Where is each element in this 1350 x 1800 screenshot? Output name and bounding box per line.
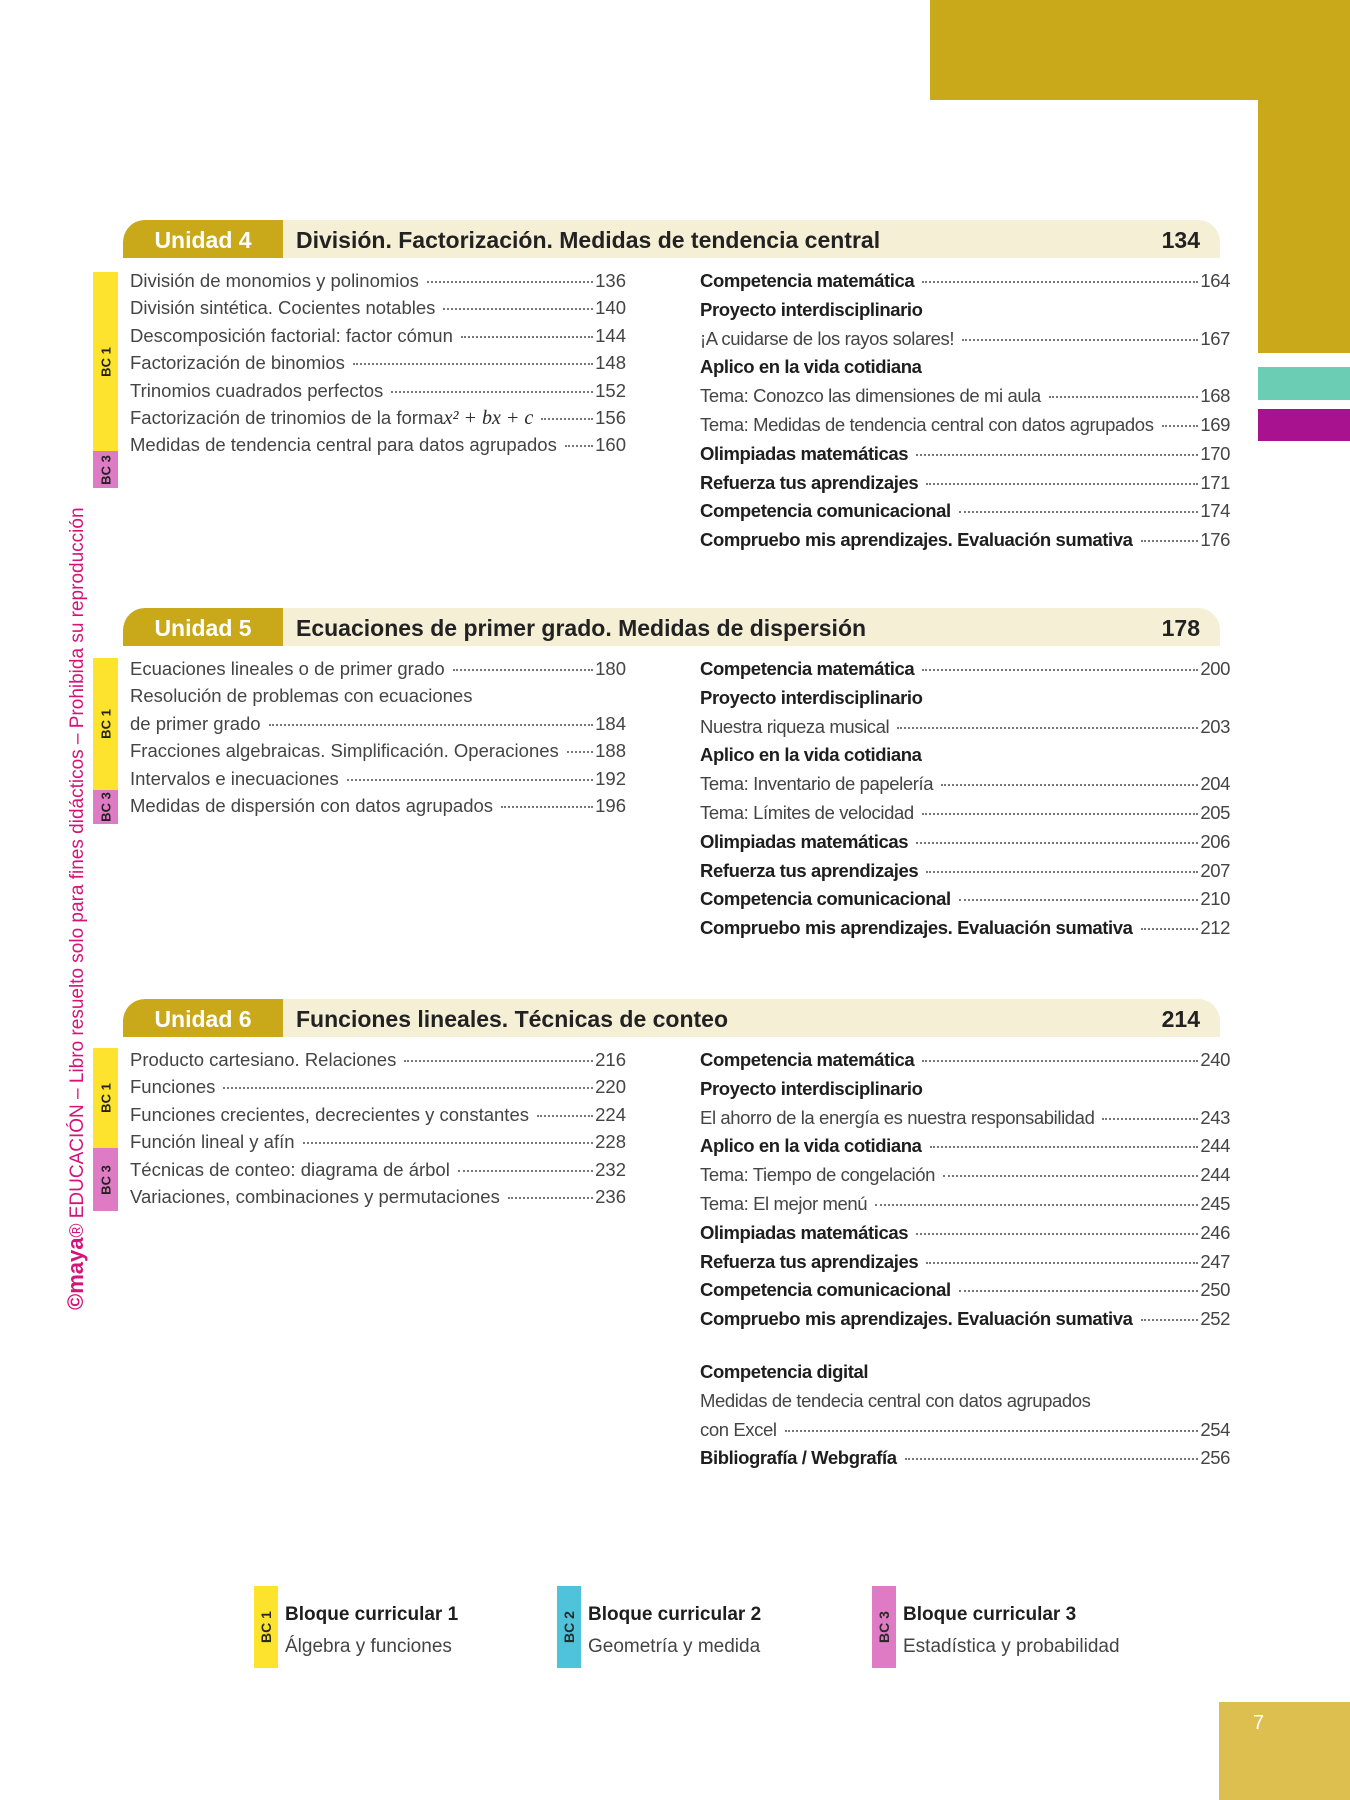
- toc-entry[interactable]: [700, 440, 1230, 469]
- toc-entry-page: 180: [595, 658, 626, 679]
- dot-leader: [1141, 540, 1199, 542]
- toc-entry[interactable]: [130, 431, 626, 458]
- toc-entry-title: División de monomios y polinomios: [130, 270, 419, 291]
- toc-entry-title: Aplico en la vida cotidiana: [700, 356, 922, 378]
- toc-entry-title: Compruebo mis aprendizajes. Evaluación sumativa: [700, 917, 1133, 939]
- toc-entry[interactable]: [700, 411, 1230, 440]
- block-tag-label: BC 3: [98, 454, 113, 485]
- toc-entry-title: Olimpiadas matemáticas: [700, 442, 909, 464]
- toc-entry-title: Funciones crecientes, decrecientes y constantes: [130, 1103, 529, 1125]
- toc-entry-title: con Excel: [700, 1418, 777, 1440]
- toc-entry-title: Producto cartesiano. Relaciones: [130, 1049, 397, 1070]
- decor-magenta-tab: [1258, 409, 1350, 441]
- toc-entry-title: Competencia matemática: [700, 1049, 915, 1070]
- toc-entry[interactable]: [700, 1276, 1230, 1305]
- toc-entry[interactable]: [130, 682, 626, 709]
- toc-entry-page: 196: [595, 794, 626, 816]
- toc-entry-title: Tema: El mejor menú: [700, 1192, 868, 1214]
- toc-entry-title: Competencia comunicacional: [700, 500, 951, 522]
- toc-entry[interactable]: [130, 404, 626, 431]
- toc-entry[interactable]: [700, 1132, 1230, 1161]
- toc-entry[interactable]: [130, 1073, 626, 1100]
- toc-entry-page: 152: [595, 379, 626, 401]
- toc-entry-title: de primer grado: [130, 712, 261, 734]
- dot-leader: [1141, 928, 1199, 930]
- dot-leader: [391, 391, 593, 393]
- dot-leader: [926, 1262, 1198, 1264]
- dot-leader: [223, 1087, 593, 1089]
- unit-label: Unidad 6: [123, 999, 283, 1037]
- toc-entry-title: Medidas de tendecia central con datos agrupados: [700, 1389, 1091, 1411]
- legend-code: BC 3: [876, 1611, 892, 1643]
- dot-leader: [508, 1197, 593, 1199]
- toc-entry[interactable]: [130, 1156, 626, 1183]
- toc-entry-page: 206: [1200, 830, 1230, 852]
- dot-leader: [922, 1060, 1198, 1062]
- unit-page: 134: [1161, 227, 1200, 253]
- toc-entry-page: 256: [1200, 1447, 1230, 1469]
- dot-leader: [1162, 425, 1199, 427]
- toc-entry-title: Función lineal y afín: [130, 1131, 295, 1153]
- dot-leader: [922, 281, 1198, 283]
- block-tag-label: BC 1: [98, 1083, 113, 1113]
- toc-entry-title: Competencia comunicacional: [700, 888, 951, 910]
- dot-leader: [926, 483, 1198, 485]
- dot-leader: [565, 445, 593, 447]
- toc-entry[interactable]: [700, 382, 1230, 411]
- toc-entry[interactable]: [130, 1101, 626, 1128]
- toc-entry[interactable]: [700, 1358, 1230, 1387]
- unit-page: 214: [1161, 1006, 1200, 1032]
- page-number-box: [1219, 1702, 1350, 1800]
- watermark-logo: ©maya: [63, 1237, 88, 1310]
- toc-entry[interactable]: [700, 741, 1230, 770]
- toc-entry-title: Fracciones algebraicas. Simplificación. Operaciones: [130, 740, 559, 762]
- left-column-list: [130, 267, 626, 459]
- toc-entry-title: Refuerza tus aprendizajes: [700, 1250, 919, 1272]
- toc-entry[interactable]: [700, 1444, 1230, 1473]
- toc-entry[interactable]: [130, 1128, 626, 1155]
- toc-entry[interactable]: [700, 828, 1230, 857]
- dot-leader: [501, 806, 593, 808]
- unit-page: 178: [1161, 615, 1200, 641]
- toc-entry-page: 169: [1200, 413, 1230, 435]
- block-tag-bc3: [93, 451, 118, 488]
- toc-entry-page: 174: [1200, 500, 1230, 522]
- dot-leader: [537, 1115, 593, 1117]
- legend-subtitle: Álgebra y funciones: [285, 1636, 452, 1657]
- toc-entry-title: Tema: Límites de velocidad: [700, 801, 914, 823]
- toc-entry-title: Competencia matemática: [700, 270, 915, 291]
- dot-leader: [943, 1175, 1198, 1177]
- toc-entry-title: Competencia matemática: [700, 658, 915, 679]
- unit-header: [123, 608, 1220, 646]
- toc-entry-formula: x² + bx + c: [443, 406, 534, 429]
- toc-entry-title: Tema: Medidas de tendencia central con datos agrupados: [700, 413, 1154, 435]
- toc-entry[interactable]: [130, 737, 626, 764]
- toc-entry-title: Compruebo mis aprendizajes. Evaluación sumativa: [700, 529, 1133, 551]
- toc-entry-title: Aplico en la vida cotidiana: [700, 744, 922, 766]
- toc-entry-page: 140: [595, 297, 626, 319]
- toc-entry-page: 204: [1200, 773, 1230, 795]
- toc-entry[interactable]: [700, 1075, 1230, 1104]
- left-column-list: [130, 1046, 626, 1210]
- toc-entry-title: Tema: Inventario de papelería: [700, 773, 934, 795]
- toc-entry[interactable]: [130, 294, 626, 321]
- dot-leader: [453, 669, 593, 671]
- toc-entry-title: Refuerza tus aprendizajes: [700, 471, 919, 493]
- toc-entry-title: Compruebo mis aprendizajes. Evaluación sumativa: [700, 1308, 1133, 1330]
- right-column-list: [700, 655, 1230, 943]
- block-tag-bc3: [93, 790, 118, 824]
- toc-entry-title: Olimpiadas matemáticas: [700, 830, 909, 852]
- toc-entry-page: 148: [595, 352, 626, 374]
- toc-entry[interactable]: [130, 349, 626, 376]
- toc-entry[interactable]: [700, 469, 1230, 498]
- toc-entry-page: 252: [1200, 1308, 1230, 1330]
- toc-entry-title: Bibliografía / Webgrafía: [700, 1447, 897, 1469]
- toc-entry-title: Trinomios cuadrados perfectos: [130, 379, 384, 401]
- toc-entry[interactable]: [700, 1219, 1230, 1248]
- toc-entry[interactable]: [130, 765, 626, 792]
- toc-entry[interactable]: [700, 1161, 1230, 1190]
- toc-entry-title: Factorización de trinomios de la forma: [130, 406, 444, 428]
- toc-entry-title: Nuestra riqueza musical: [700, 715, 890, 737]
- toc-entry-page: 244: [1200, 1135, 1230, 1157]
- toc-entry-page: 171: [1200, 471, 1230, 493]
- toc-entry-title: Olimpiadas matemáticas: [700, 1221, 909, 1243]
- unit-label: Unidad 4: [123, 220, 283, 258]
- legend-subtitle: Estadística y probabilidad: [903, 1636, 1120, 1657]
- watermark-text: ® EDUCACIÓN – Libro resuelto solo para fines didácticos – Prohibida su reproducción: [67, 507, 88, 1238]
- toc-entry-page: 188: [595, 740, 626, 762]
- legend-color-bar: [254, 1586, 278, 1668]
- toc-entry-page: 203: [1200, 715, 1230, 737]
- toc-entry[interactable]: [700, 325, 1230, 354]
- legend-color-bar: [872, 1586, 896, 1668]
- dot-leader: [353, 363, 593, 365]
- block-tag-label: BC 1: [98, 346, 113, 377]
- toc-entry-page: 224: [595, 1103, 626, 1125]
- toc-entry[interactable]: [700, 526, 1230, 555]
- legend-title: Bloque curricular 1: [285, 1604, 459, 1625]
- toc-entry-page: 216: [595, 1049, 626, 1070]
- toc-entry[interactable]: [700, 1248, 1230, 1277]
- left-column-list: [130, 655, 626, 819]
- toc-entry-page: 243: [1200, 1106, 1230, 1128]
- dot-leader: [269, 724, 594, 726]
- toc-entry-page: 254: [1200, 1418, 1230, 1440]
- dot-leader: [897, 727, 1198, 729]
- dot-leader: [962, 339, 1198, 341]
- dot-leader: [461, 336, 593, 338]
- unit-title: Ecuaciones de primer grado. Medidas de dispersión: [296, 615, 867, 641]
- toc-entry[interactable]: [130, 792, 626, 819]
- toc-entry-title: Proyecto interdisciplinario: [700, 686, 923, 708]
- toc-entry[interactable]: [700, 1387, 1230, 1416]
- block-tag-bc1: [93, 658, 118, 790]
- toc-entry[interactable]: [700, 770, 1230, 799]
- toc-entry[interactable]: [130, 1183, 626, 1210]
- toc-entry-page: 247: [1200, 1250, 1230, 1272]
- dot-leader: [959, 899, 1199, 901]
- toc-entry-title: División sintética. Cocientes notables: [130, 297, 436, 319]
- toc-entry[interactable]: [130, 1046, 626, 1073]
- toc-entry-page: 176: [1200, 529, 1230, 551]
- dot-leader: [922, 669, 1198, 671]
- toc-entry-page: 168: [1200, 385, 1230, 407]
- toc-entry[interactable]: [700, 799, 1230, 828]
- toc-entry-title: Variaciones, combinaciones y permutaciones: [130, 1185, 500, 1207]
- dot-leader: [875, 1204, 1198, 1206]
- toc-entry-page: 136: [595, 270, 626, 291]
- toc-entry-page: 192: [595, 767, 626, 789]
- page-number: 7: [1253, 1712, 1265, 1734]
- appendix-list: [700, 1358, 1230, 1473]
- toc-entry-title: Descomposición factorial: factor cómun: [130, 324, 453, 346]
- toc-entry-title: Competencia comunicacional: [700, 1279, 951, 1301]
- toc-entry[interactable]: [700, 1104, 1230, 1133]
- decor-teal-tab: [1258, 367, 1350, 400]
- dot-leader: [404, 1060, 593, 1062]
- dot-leader: [1141, 1319, 1199, 1321]
- toc-entry-page: 144: [595, 324, 626, 346]
- toc-entry-page: 167: [1200, 327, 1230, 349]
- toc-entry-page: 245: [1200, 1192, 1230, 1214]
- dot-leader: [922, 813, 1199, 815]
- dot-leader: [1049, 396, 1199, 398]
- toc-entry-page: 184: [595, 712, 626, 734]
- toc-entry-title: El ahorro de la energía es nuestra responsabilidad: [700, 1106, 1095, 1128]
- dot-leader: [303, 1142, 594, 1144]
- dot-leader: [905, 1458, 1199, 1460]
- block-tag-bc1: [93, 272, 118, 451]
- toc-entry-title: Medidas de tendencia central para datos agrupados: [130, 434, 557, 456]
- toc-entry-page: 220: [595, 1076, 626, 1098]
- toc-entry-page: 164: [1200, 270, 1230, 291]
- toc-entry[interactable]: [700, 296, 1230, 325]
- toc-entry[interactable]: [130, 377, 626, 404]
- unit-header: [123, 999, 1220, 1037]
- legend-title: Bloque curricular 3: [903, 1604, 1077, 1625]
- dot-leader: [785, 1430, 1199, 1432]
- dot-leader: [941, 784, 1198, 786]
- toc-entry-page: 200: [1200, 658, 1230, 679]
- toc-entry[interactable]: [700, 497, 1230, 526]
- toc-entry-page: 250: [1200, 1279, 1230, 1301]
- toc-entry-page: 236: [595, 1185, 626, 1207]
- dot-leader: [1102, 1118, 1198, 1120]
- toc-entry[interactable]: [700, 713, 1230, 742]
- toc-entry-page: 246: [1200, 1221, 1230, 1243]
- toc-entry-title: Tema: Conozco las dimensiones de mi aula: [700, 385, 1041, 407]
- toc-entry[interactable]: [700, 1190, 1230, 1219]
- toc-entry-page: 232: [595, 1158, 626, 1180]
- dot-leader: [443, 308, 593, 310]
- toc-entry-page: 156: [595, 406, 626, 428]
- toc-entry[interactable]: [700, 1046, 1230, 1075]
- decor-gold-strip: [1258, 0, 1350, 353]
- toc-entry[interactable]: [700, 353, 1230, 382]
- dot-leader: [916, 454, 1198, 456]
- toc-entry-page: 210: [1200, 888, 1230, 910]
- legend-title: Bloque curricular 2: [588, 1604, 762, 1625]
- legend-code: BC 2: [561, 1611, 577, 1643]
- toc-entry[interactable]: [130, 322, 626, 349]
- toc-entry-page: 207: [1200, 859, 1230, 881]
- legend-code: BC 1: [258, 1611, 274, 1643]
- right-column-list: [700, 1046, 1230, 1334]
- watermark: [63, 507, 88, 1310]
- toc-entry[interactable]: [700, 885, 1230, 914]
- toc-entry-title: Resolución de problemas con ecuaciones: [130, 685, 473, 707]
- toc-entry[interactable]: [130, 710, 626, 737]
- unit-title: Funciones lineales. Técnicas de conteo: [296, 1006, 729, 1032]
- right-column-list: [700, 267, 1230, 555]
- dot-leader: [959, 1290, 1199, 1292]
- dot-leader: [347, 779, 593, 781]
- dot-leader: [427, 281, 593, 283]
- toc-entry-page: 170: [1200, 442, 1230, 464]
- legend-color-bar: [557, 1586, 581, 1668]
- toc-entry-page: 240: [1200, 1049, 1230, 1070]
- toc-entry-title: Tema: Tiempo de congelación: [700, 1164, 935, 1186]
- dot-leader: [916, 1233, 1198, 1235]
- toc-entry-title: Proyecto interdisciplinario: [700, 1077, 923, 1099]
- toc-entry-title: Medidas de dispersión con datos agrupados: [130, 794, 494, 816]
- toc-entry[interactable]: [130, 267, 626, 294]
- toc-entry[interactable]: [700, 857, 1230, 886]
- block-tag-label: BC 3: [98, 1164, 113, 1195]
- dot-leader: [959, 511, 1199, 513]
- toc-entry[interactable]: [130, 655, 626, 682]
- toc-entry-title: Intervalos e inecuaciones: [130, 767, 339, 789]
- toc-entry-title: Refuerza tus aprendizajes: [700, 859, 919, 881]
- toc-entry-page: 205: [1200, 801, 1230, 823]
- unit-label: Unidad 5: [123, 608, 283, 646]
- toc-entry-title: Aplico en la vida cotidiana: [700, 1135, 922, 1157]
- block-tag-label: BC 1: [98, 709, 113, 739]
- toc-entry[interactable]: [700, 684, 1230, 713]
- toc-entry-title: ¡A cuidarse de los rayos solares!: [700, 327, 955, 349]
- toc-entry-title: Competencia digital: [700, 1361, 869, 1382]
- block-tag-bc3: [93, 1148, 118, 1211]
- toc-entry[interactable]: [700, 914, 1230, 943]
- unit-header: [123, 220, 1220, 258]
- toc-entry[interactable]: [700, 1416, 1230, 1445]
- toc-entry[interactable]: [700, 655, 1230, 684]
- toc-entry-title: Factorización de binomios: [130, 352, 345, 374]
- legend-subtitle: Geometría y medida: [588, 1636, 761, 1657]
- block-tag-bc1: [93, 1048, 118, 1148]
- toc-entry[interactable]: [700, 267, 1230, 296]
- dot-leader: [930, 1146, 1199, 1148]
- toc-entry[interactable]: [700, 1305, 1230, 1334]
- block-tag-label: BC 3: [98, 792, 113, 822]
- dot-leader: [926, 871, 1198, 873]
- dot-leader: [458, 1170, 593, 1172]
- dot-leader: [916, 842, 1198, 844]
- toc-entry-page: 244: [1200, 1164, 1230, 1186]
- dot-leader: [541, 418, 593, 420]
- unit-title: División. Factorización. Medidas de tendencia central: [296, 227, 881, 253]
- toc-entry-title: Proyecto interdisciplinario: [700, 298, 923, 320]
- toc-entry-page: 160: [595, 434, 626, 456]
- toc-entry-page: 212: [1200, 917, 1230, 939]
- toc-entry-title: Ecuaciones lineales o de primer grado: [130, 658, 445, 679]
- toc-entry-page: 228: [595, 1131, 626, 1153]
- toc-entry-title: Funciones: [130, 1076, 216, 1098]
- dot-leader: [567, 751, 593, 753]
- toc-entry-title: Técnicas de conteo: diagrama de árbol: [130, 1158, 450, 1180]
